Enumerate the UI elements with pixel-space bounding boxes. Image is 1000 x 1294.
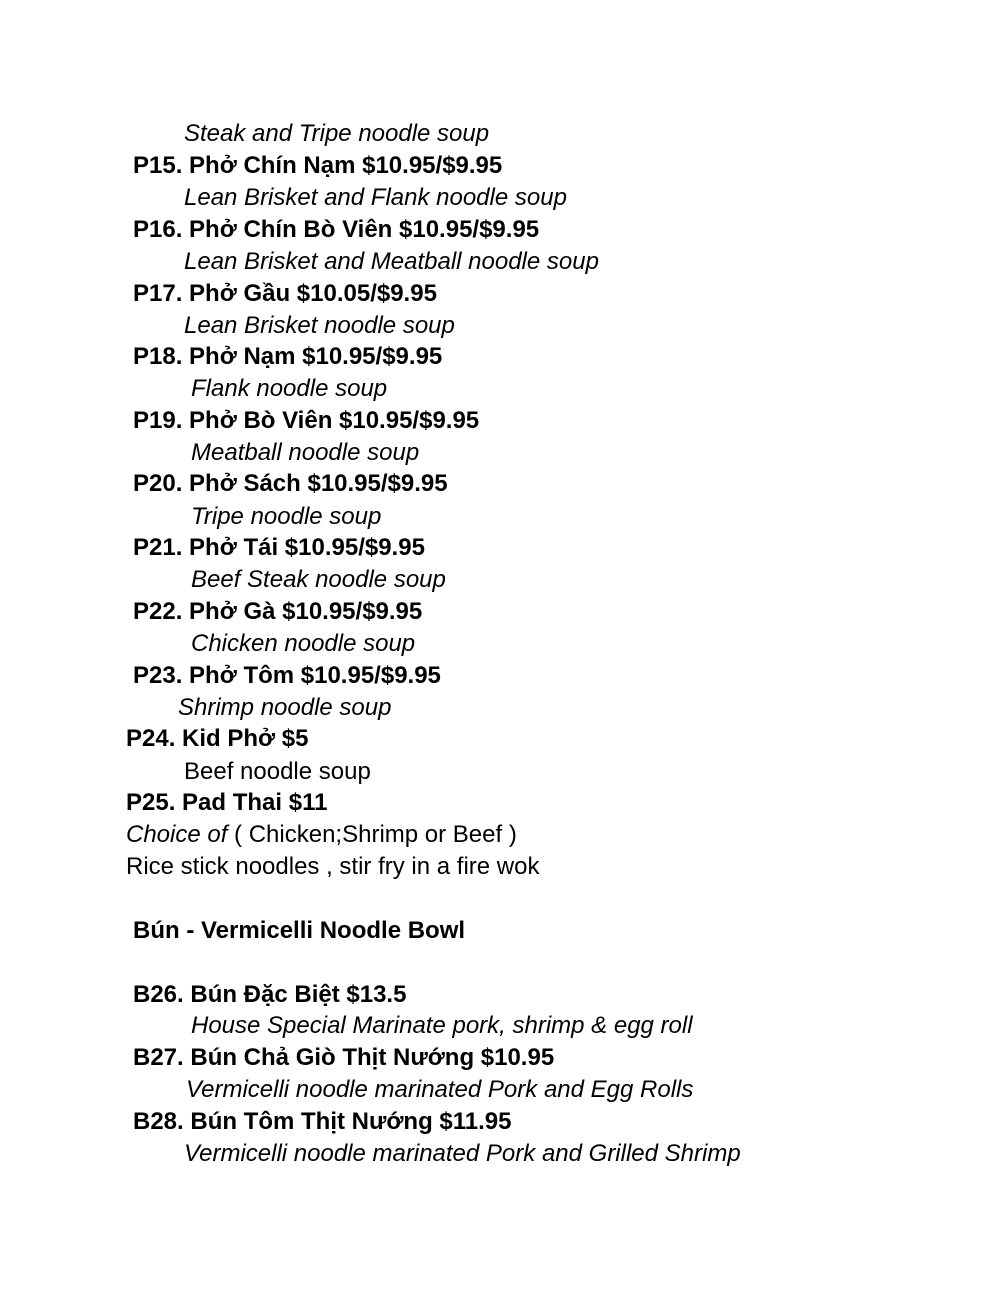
item-title: P19. Phở Bò Viên $10.95/$9.95 [133, 407, 480, 434]
item-title: P20. Phở Sách $10.95/$9.95 [133, 470, 448, 497]
item-title: P17. Phở Gầu $10.05/$9.95 [133, 280, 437, 307]
item-title: P25. Pad Thai $11 [126, 789, 328, 816]
item-title: P23. Phở Tôm $10.95/$9.95 [133, 662, 441, 689]
item-choice [126, 820, 517, 850]
item-title: B27. Bún Chả Giò Thịt Nướng $10.95 [133, 1044, 555, 1071]
item-description: Flank noodle soup [191, 375, 388, 402]
item-title: B28. Bún Tôm Thịt Nướng $11.95 [133, 1108, 512, 1135]
choice-options: ( Chicken;Shrimp or Beef ) [227, 821, 517, 848]
choice-label: Choice of [126, 821, 228, 848]
item-title: P22. Phở Gà $10.95/$9.95 [133, 598, 423, 625]
item-description: Beef noodle soup [184, 758, 371, 785]
item-title: P24. Kid Phở $5 [126, 725, 309, 752]
item-description: House Special Marinate pork, shrimp & egg roll [191, 1012, 693, 1039]
item-title: P21. Phở Tái $10.95/$9.95 [133, 534, 425, 561]
item-description: Lean Brisket and Meatball noodle soup [184, 248, 599, 275]
item-title: P15. Phở Chín Nạm $10.95/$9.95 [133, 152, 503, 179]
item-title: P16. Phở Chín Bò Viên $10.95/$9.95 [133, 216, 540, 243]
item-title: P18. Phở Nạm $10.95/$9.95 [133, 343, 443, 370]
item-description: Lean Brisket and Flank noodle soup [184, 184, 567, 211]
item-description: Tripe noodle soup [191, 503, 382, 530]
item-description: Vermicelli noodle marinated Pork and Grilled Shrimp [184, 1140, 741, 1167]
item-description: Steak and Tripe noodle soup [184, 120, 490, 147]
item-description: Meatball noodle soup [191, 439, 420, 466]
item-description: Lean Brisket noodle soup [184, 312, 455, 339]
item-title: B26. Bún Đặc Biệt $13.5 [133, 981, 407, 1008]
item-description: Chicken noodle soup [191, 630, 416, 657]
item-description: Beef Steak noodle soup [191, 566, 446, 593]
section-heading: Bún - Vermicelli Noodle Bowl [133, 917, 466, 944]
item-description: Vermicelli noodle marinated Pork and Egg Rolls [186, 1076, 694, 1103]
item-description: Rice stick noodles , stir fry in a fire wok [126, 853, 540, 880]
item-description: Shrimp noodle soup [178, 694, 392, 721]
